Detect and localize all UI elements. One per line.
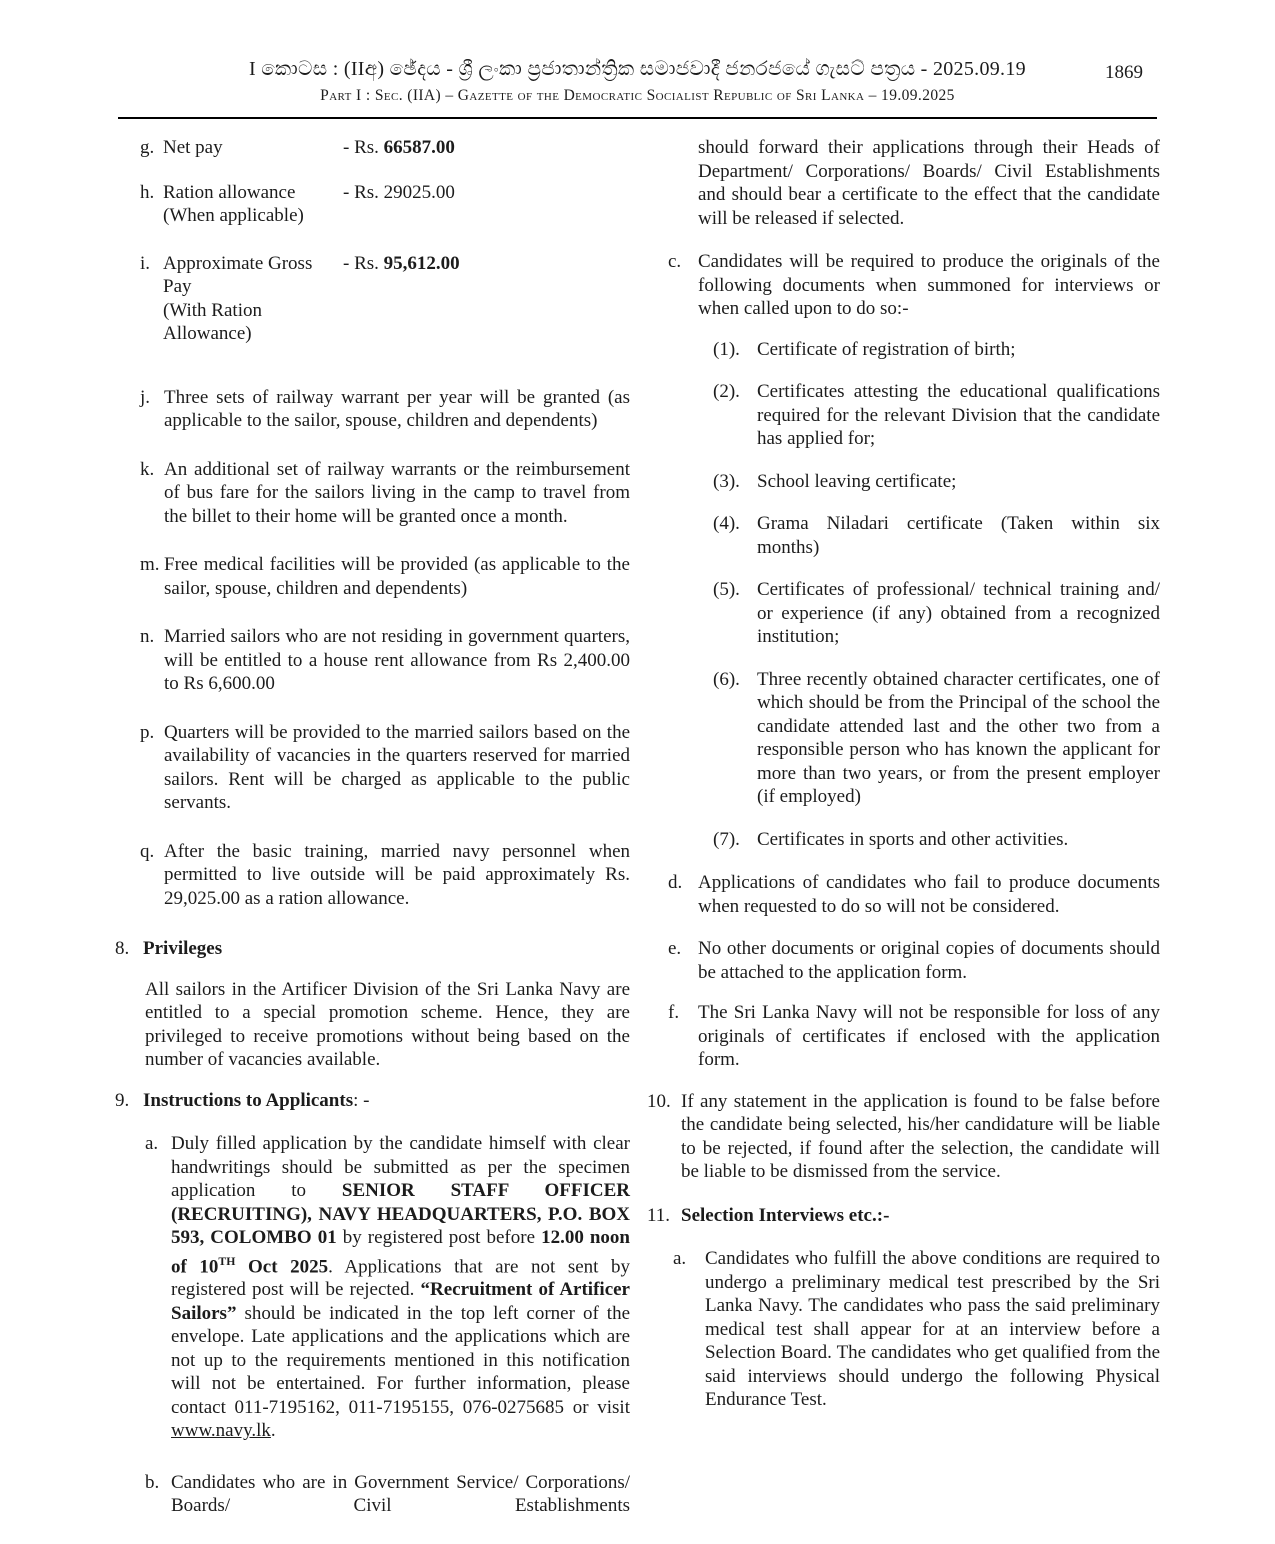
item-text: Candidates will be required to produce the originals of the following documents when summoned for interviews or when called upon to do so:- xyxy=(698,251,1160,319)
item-text: The Sri Lanka Navy will not be responsible for loss of any originals of certificates if enclosed with the application form. xyxy=(698,1002,1160,1070)
item-text: Certificates in sports and other activities. xyxy=(757,828,1069,850)
left-column xyxy=(115,136,630,1518)
header-sinhala-line: I කොටස : (IIඅ) ඡේදය - ශ්‍රී ලංකා ප්‍රජාතාන්ත්‍රික සමාජවාදී ජනරජයේ ගැසට් පත්‍රය - 2025.09.19 xyxy=(249,58,1026,80)
section-item-10 xyxy=(647,1090,1160,1184)
section-heading-8 xyxy=(115,937,630,961)
document-item-6 xyxy=(647,668,1160,809)
sub-item-a xyxy=(115,1132,630,1443)
pay-value xyxy=(343,181,630,228)
navy-website-link[interactable]: www.navy.lk xyxy=(171,1420,271,1442)
text-run: by registered post before xyxy=(336,1227,542,1248)
item-number: (7). xyxy=(713,828,740,850)
header-rule xyxy=(118,117,1157,119)
item-number: (4). xyxy=(713,513,740,534)
section-title-suffix: : - xyxy=(353,1089,370,1111)
pay-dash: - Rs. xyxy=(343,137,379,158)
section-number: 8. xyxy=(115,938,130,959)
pay-item-i xyxy=(115,252,630,346)
pay-label-sub: (With Ration Allowance) xyxy=(163,299,262,344)
item-number: (1). xyxy=(713,338,740,360)
pay-label xyxy=(163,252,343,346)
item-text: Grama Niladari certificate (Taken within six months) xyxy=(757,513,1160,558)
item-text: School leaving certificate; xyxy=(757,470,957,492)
pay-item-h xyxy=(115,181,630,228)
text-run-bold: SENIOR STAFF OFFICER (RECRUITING), NAVY HEADQUARTERS, P.O. BOX 593, COLOMBO 01 xyxy=(171,1180,630,1248)
item-marker: p. xyxy=(140,721,155,743)
section-title-wrap xyxy=(143,1089,630,1113)
item-marker: d. xyxy=(668,872,683,893)
pay-label: Net pay xyxy=(163,137,223,158)
pay-label-line: Ration allowance xyxy=(163,181,296,203)
privileges-paragraph: All sailors in the Artificer Division of the Sri Lanka Navy are entitled to a special promotion scheme. Hence, they are privileged to receive promotions without being based on the number of vacancies available. xyxy=(145,978,630,1070)
pay-label xyxy=(163,181,343,228)
page-header xyxy=(0,0,1275,106)
text-run-bold: Oct 2025 xyxy=(235,1255,329,1277)
item-marker: c. xyxy=(668,251,682,272)
pay-label-sub: (When applicable) xyxy=(163,205,304,226)
pay-value xyxy=(343,252,630,346)
item-text: An additional set of railway warrants or the reimbursement of bus fare for the sailors living in the camp to travel from the billet to their home will be granted once a month. xyxy=(164,458,630,527)
item-text: Free medical facilities will be provided (as applicable to the sailor, spouse, children and dependents) xyxy=(164,554,630,599)
sub-item-d xyxy=(647,871,1160,918)
item-text: Three sets of railway warrant per year will be granted (as applicable to the sailor, spouse, children and dependents) xyxy=(164,386,630,431)
item-text: Applications of candidates who fail to produce documents when requested to do so will not be considered. xyxy=(698,872,1160,917)
pay-amount: 29025.00 xyxy=(383,181,455,203)
item-marker: b. xyxy=(145,1471,160,1493)
list-item-n xyxy=(115,625,630,696)
sub-item-b xyxy=(115,1471,630,1518)
list-item-m xyxy=(115,553,630,600)
header-english-line: Part I : Sec. (IIA) – Gazette of the Democratic Socialist Republic of Sri Lanka – 19.09.2025 xyxy=(320,87,955,104)
item-text: Quarters will be provided to the married sailors based on the availability of vacancies in the quarters reserved for married sailors. Rent will be charged as applicable to the public servants. xyxy=(164,721,630,813)
document-item-5 xyxy=(647,578,1160,649)
section-number: 11. xyxy=(647,1204,671,1226)
item-marker: e. xyxy=(668,938,682,959)
list-item-q xyxy=(115,840,630,911)
item-marker: j. xyxy=(140,386,151,408)
document-item-3 xyxy=(647,470,1160,494)
text-run-bold: 12.00 noon of 10 xyxy=(171,1227,630,1277)
item-marker: k. xyxy=(140,458,155,480)
section-text: If any statement in the application is found to be false before the candidate being selected, his/her candidature will be liable to be rejected, if found after the selection, the candidate will be liable to be dismissed from the service. xyxy=(681,1090,1160,1182)
section-number: 10. xyxy=(647,1090,671,1112)
two-column-body xyxy=(115,136,1160,1518)
pay-amount: 95,612.00 xyxy=(383,252,460,274)
text-run: . xyxy=(270,1420,276,1442)
item-number: (3). xyxy=(713,470,740,492)
sub-item-e xyxy=(647,937,1160,984)
pay-dash: - Rs. xyxy=(343,181,379,203)
item-marker: h. xyxy=(140,181,155,203)
document-item-2 xyxy=(647,380,1160,451)
item-text: Certificates of professional/ technical training and/ or experience (if any) obtained from a recognized institution; xyxy=(757,579,1160,647)
pay-amount: 66587.00 xyxy=(383,137,455,158)
section-title: Selection Interviews etc.:- xyxy=(681,1204,890,1226)
item-text: After the basic training, married navy personnel when permitted to live outside will be paid approximately Rs. 29,025.00 as a ration allowance. xyxy=(164,840,630,909)
item-number: (5). xyxy=(713,579,740,600)
sub-item-b-continuation: should forward their applications through their Heads of Department/ Corporations/ Boards/ Civil Establishments and should bear a certificate to the effect that the candidate will be released if selected. xyxy=(698,137,1160,229)
item-marker: f. xyxy=(668,1002,680,1023)
pay-dash: - Rs. xyxy=(343,252,379,274)
item-text: Candidates who are in Government Service/ Corporations/ Boards/ Civil Establishments xyxy=(171,1471,630,1517)
item-number: (2). xyxy=(713,381,740,402)
item-marker: q. xyxy=(140,840,155,862)
document-item-1 xyxy=(647,338,1160,362)
item-marker: n. xyxy=(140,626,155,647)
sub-item-f xyxy=(647,1001,1160,1072)
section-number: 9. xyxy=(115,1089,130,1111)
section-heading-9 xyxy=(115,1089,630,1113)
item-marker: g. xyxy=(140,137,155,158)
item-text xyxy=(171,1132,630,1443)
text-run: Duly filled application by the candidate himself with clear handwritings should be submitted as per the specimen application to xyxy=(171,1133,630,1201)
text-run-bold: “Recruitment of Artificer Sailors” xyxy=(171,1279,630,1324)
sub-item-c xyxy=(647,250,1160,321)
item-marker: i. xyxy=(140,252,151,274)
item-marker: a. xyxy=(145,1133,159,1154)
list-item-p xyxy=(115,721,630,815)
item-number: (6). xyxy=(713,668,740,690)
section-title: Privileges xyxy=(143,938,223,959)
page-number: 1869 xyxy=(1105,62,1143,83)
item-text: Certificate of registration of birth; xyxy=(757,338,1016,360)
text-run: . Applications that are not sent by registered post will be rejected. xyxy=(171,1255,631,1301)
item-text: Married sailors who are not residing in government quarters, will be entitled to a house rent allowance from Rs 2,400.00 to Rs 6,600.00 xyxy=(164,626,630,694)
section-title: Instructions to Applicants xyxy=(143,1089,354,1111)
pay-label-line2: Pay xyxy=(163,276,192,297)
sub-item-a-selection xyxy=(647,1247,1160,1412)
item-text: Three recently obtained character certificates, one of which should be from the Principal of the school the candidate attended last and the other two from a responsible person who has known the applicant for more than two years, or from the present employer (if employed) xyxy=(757,668,1160,807)
document-item-7 xyxy=(647,828,1160,852)
right-column xyxy=(647,136,1160,1518)
text-run: should be indicated in the top left corner of the envelope. Late applications and the applications which are not up to the requirements mentioned in this notification will not be entertained. For further information, please contact 011-7195162, 011-7195155, 076-0275685 or visit xyxy=(171,1302,630,1418)
document-item-4 xyxy=(647,512,1160,559)
item-text: No other documents or original copies of documents should be attached to the application form. xyxy=(698,938,1160,983)
pay-value xyxy=(343,136,630,160)
list-item-j xyxy=(115,386,630,433)
section-heading-11 xyxy=(647,1204,1160,1228)
ordinal-superscript: TH xyxy=(218,1254,236,1268)
item-marker: m. xyxy=(140,554,160,575)
item-marker: a. xyxy=(673,1248,687,1269)
item-text: Certificates attesting the educational qualifications required for the relevant Division that the candidate has applied for; xyxy=(757,381,1160,449)
list-item-k xyxy=(115,458,630,529)
pay-label-line: Approximate Gross xyxy=(163,252,313,274)
item-text: Candidates who fulfill the above conditions are required to undergo a preliminary medical test prescribed by the Sri Lanka Navy. The candidates who pass the said preliminary medical test shall appear for at an interview before a Selection Board. The candidates who get qualified from the said interviews should undergo the following Physical Endurance Test. xyxy=(705,1248,1160,1410)
pay-item-g xyxy=(115,136,630,160)
